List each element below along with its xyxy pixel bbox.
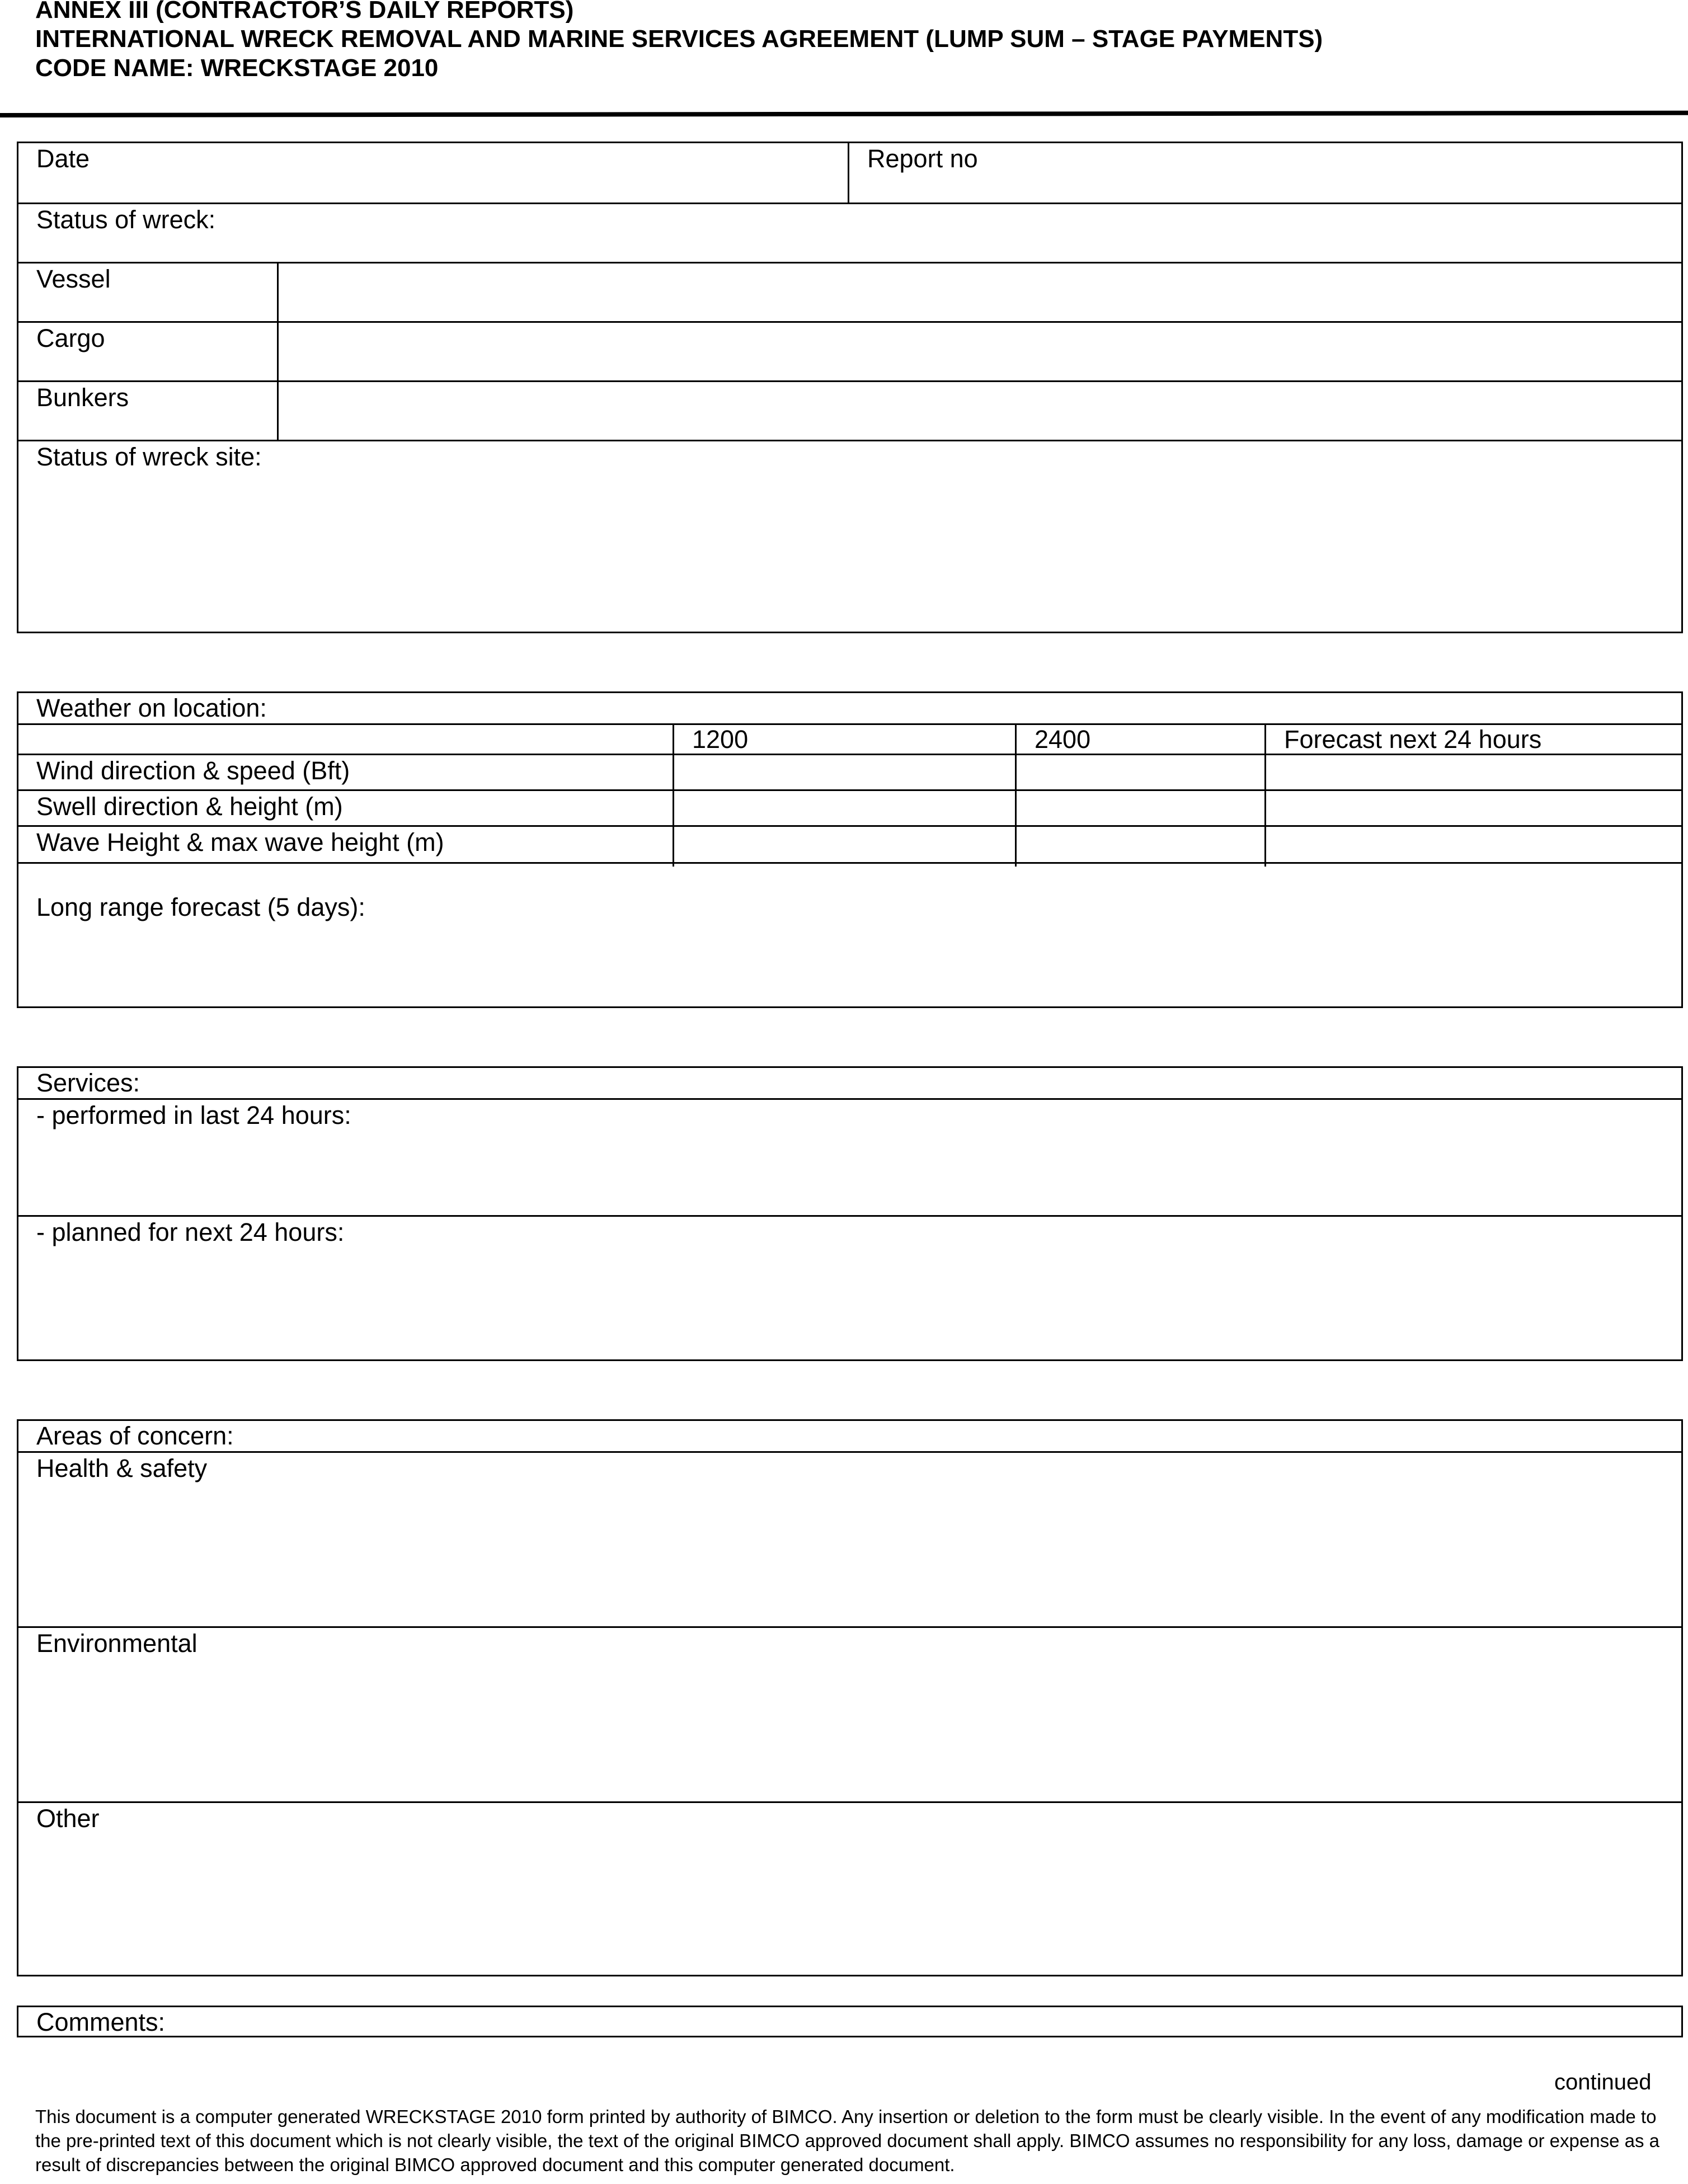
health-safety-field[interactable]: Health & safety xyxy=(36,1454,208,1482)
document-header xyxy=(35,0,1323,83)
cargo-field[interactable] xyxy=(279,323,1681,380)
services-title: Services: xyxy=(36,1069,140,1097)
wave-1200-field[interactable] xyxy=(674,827,1015,861)
environmental-field[interactable]: Environmental xyxy=(36,1629,198,1658)
services-performed-field[interactable]: - performed in last 24 hours: xyxy=(36,1101,351,1129)
wind-forecast-field[interactable] xyxy=(1266,755,1681,789)
continued-note: continued xyxy=(1554,2070,1652,2094)
cargo-label: Cargo xyxy=(36,324,105,352)
other-concern-field[interactable]: Other xyxy=(36,1804,100,1833)
vessel-field[interactable] xyxy=(279,263,1681,321)
weather-col-1200: 1200 xyxy=(692,725,749,754)
concerns-title: Areas of concern: xyxy=(36,1422,234,1450)
wreck-status-box xyxy=(17,142,1683,633)
long-range-forecast-field[interactable]: Long range forecast (5 days): xyxy=(36,893,365,921)
wind-1200-field[interactable] xyxy=(674,755,1015,789)
weather-col-forecast: Forecast next 24 hours xyxy=(1284,725,1542,754)
annex-title: ANNEX III (CONTRACTOR’S DAILY REPORTS) xyxy=(35,0,574,23)
weather-title: Weather on location: xyxy=(36,694,267,722)
swell-2400-field[interactable] xyxy=(1017,791,1264,825)
header-rule xyxy=(0,111,1688,117)
wave-row-label: Wave Height & max wave height (m) xyxy=(36,828,444,856)
swell-row-label: Swell direction & height (m) xyxy=(36,792,343,821)
bunkers-label: Bunkers xyxy=(36,383,129,412)
bimco-disclaimer: This document is a computer generated WRECKSTAGE 2010 form printed by authority of BIMCO. Any insertion or deletion to the form must be clearly visible. In the event of any modification made to the pre-printed text of this document which is not clearly visible, the text of the original BIMCO approved document shall apply. BIMCO assumes no responsibility for any loss, damage or expense as a result of discrepancies between the original BIMCO approved document and this computer generated document. xyxy=(35,2106,1659,2175)
services-box xyxy=(17,1066,1683,1361)
swell-forecast-field[interactable] xyxy=(1266,791,1681,825)
vessel-label: Vessel xyxy=(36,265,111,293)
date-field[interactable]: Date xyxy=(36,144,90,173)
wind-row-label: Wind direction & speed (Bft) xyxy=(36,756,350,785)
concerns-box xyxy=(17,1419,1683,1976)
comments-field[interactable]: Comments: xyxy=(36,2008,166,2036)
weather-col-2400: 2400 xyxy=(1035,725,1091,754)
comments-box xyxy=(17,2006,1683,2037)
code-name: CODE NAME: WRECKSTAGE 2010 xyxy=(35,54,439,82)
report-no-field[interactable]: Report no xyxy=(867,144,978,173)
bunkers-field[interactable] xyxy=(279,382,1681,440)
wind-2400-field[interactable] xyxy=(1017,755,1264,789)
weather-box xyxy=(17,691,1683,1008)
wave-2400-field[interactable] xyxy=(1017,827,1264,861)
services-planned-field[interactable]: - planned for next 24 hours: xyxy=(36,1218,345,1246)
status-of-wreck-label: Status of wreck: xyxy=(36,205,216,234)
swell-1200-field[interactable] xyxy=(674,791,1015,825)
wave-forecast-field[interactable] xyxy=(1266,827,1681,861)
status-of-wreck-site-field[interactable]: Status of wreck site: xyxy=(36,443,262,471)
agreement-title: INTERNATIONAL WRECK REMOVAL AND MARINE SERVICES AGREEMENT (LUMP SUM – STAGE PAYMENTS) xyxy=(35,25,1323,53)
